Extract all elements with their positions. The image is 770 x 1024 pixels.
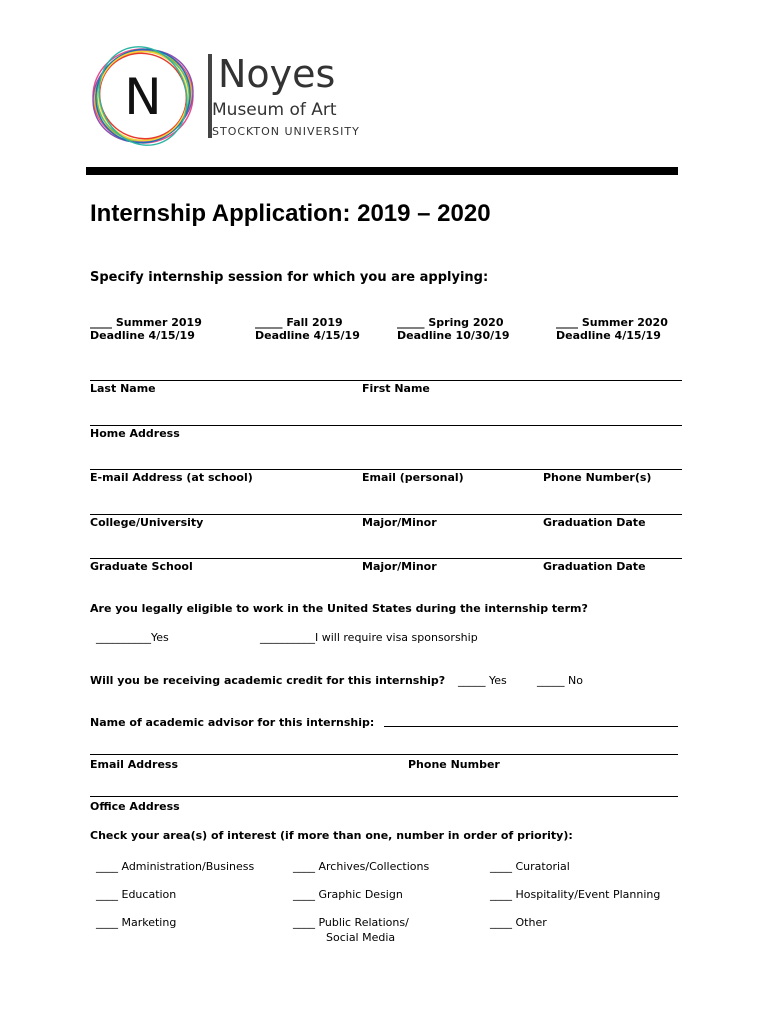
interest-marketing[interactable]: ____ Marketing — [96, 916, 177, 929]
logo-scribble-circle — [88, 44, 198, 148]
interest-graphic-design[interactable]: ____ Graphic Design — [293, 888, 403, 901]
credit-no[interactable]: _____ No — [537, 674, 583, 687]
interest-other[interactable]: ____ Other — [490, 916, 547, 929]
advisor-label: Name of academic advisor for this internship: — [90, 716, 375, 729]
email-line[interactable] — [90, 469, 682, 470]
interest-hospitality[interactable]: ____ Hospitality/Event Planning — [490, 888, 661, 901]
page-title: Internship Application: 2019 – 2020 — [90, 200, 491, 227]
brand-name: Noyes — [218, 52, 336, 96]
header-rule — [86, 167, 678, 175]
session-fall-2019[interactable]: _____ Fall 2019 Deadline 4/15/19 — [255, 316, 360, 342]
advisor-phone-label: Phone Number — [408, 758, 500, 771]
session-prompt: Specify internship session for which you are applying: — [90, 270, 489, 285]
eligibility-yes[interactable]: __________Yes — [96, 631, 169, 644]
svg-text:N: N — [124, 68, 162, 126]
office-address-line[interactable] — [90, 796, 678, 797]
interest-curatorial[interactable]: ____ Curatorial — [490, 860, 570, 873]
college-label: College/University — [90, 516, 204, 529]
eligibility-question: Are you legally eligible to work in the United States during the internship term? — [90, 602, 588, 615]
grad-school-label: Graduate School — [90, 560, 193, 573]
interest-public-relations-line2: Social Media — [326, 931, 396, 944]
graduation-date-label-1: Graduation Date — [543, 516, 646, 529]
first-name-label: First Name — [362, 382, 430, 395]
advisor-contact-line[interactable] — [90, 754, 678, 755]
session-summer-2019[interactable]: ____ Summer 2019 Deadline 4/15/19 — [90, 316, 202, 342]
college-line[interactable] — [90, 514, 682, 515]
name-line[interactable] — [90, 380, 682, 381]
credit-yes[interactable]: _____ Yes — [458, 674, 507, 687]
interest-archives[interactable]: ____ Archives/Collections — [293, 860, 430, 873]
home-address-label: Home Address — [90, 427, 180, 440]
credit-question: Will you be receiving academic credit for this internship? — [90, 674, 446, 687]
major-minor-label-1: Major/Minor — [362, 516, 437, 529]
advisor-email-label: Email Address — [90, 758, 179, 771]
last-name-label: Last Name — [90, 382, 156, 395]
advisor-name-line[interactable] — [384, 726, 678, 727]
office-address-label: Office Address — [90, 800, 180, 813]
email-personal-label: Email (personal) — [362, 471, 464, 484]
brand-university: STOCKTON UNIVERSITY — [212, 125, 360, 138]
interests-prompt: Check your area(s) of interest (if more than one, number in order of priority): — [90, 829, 573, 842]
interest-education[interactable]: ____ Education — [96, 888, 177, 901]
brand-subtitle: Museum of Art — [212, 100, 337, 120]
address-line[interactable] — [90, 425, 682, 426]
eligibility-visa[interactable]: __________I will require visa sponsorship — [260, 631, 478, 644]
grad-school-line[interactable] — [90, 558, 682, 559]
major-minor-label-2: Major/Minor — [362, 560, 437, 573]
graduation-date-label-2: Graduation Date — [543, 560, 646, 573]
interest-administration[interactable]: ____ Administration/Business — [96, 860, 255, 873]
phone-label: Phone Number(s) — [543, 471, 652, 484]
session-summer-2020[interactable]: ____ Summer 2020 Deadline 4/15/19 — [556, 316, 668, 342]
session-spring-2020[interactable]: _____ Spring 2020 Deadline 10/30/19 — [397, 316, 510, 342]
interest-public-relations[interactable]: ____ Public Relations/ — [293, 916, 409, 929]
email-school-label: E-mail Address (at school) — [90, 471, 253, 484]
